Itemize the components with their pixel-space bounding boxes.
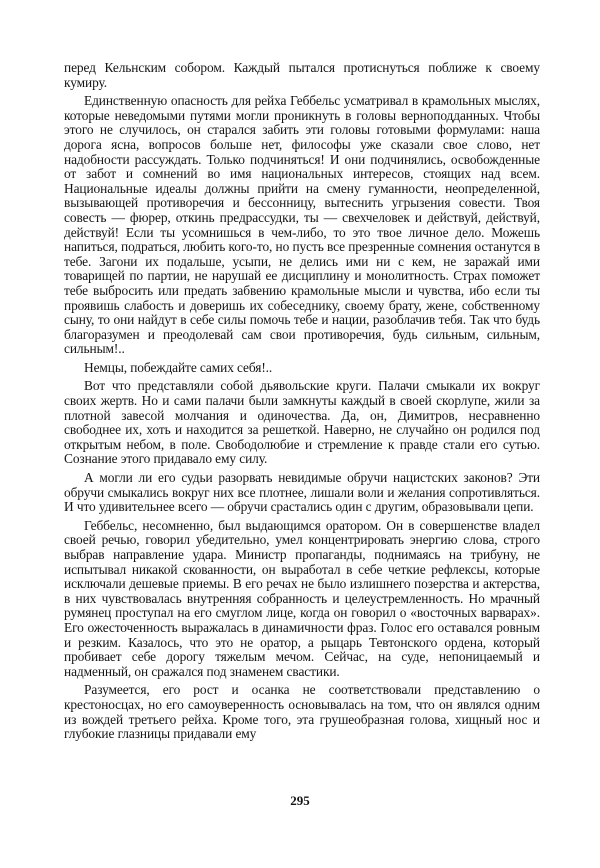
paragraph: Геббельс, несомненно, был выдающимся оратором. Он в совершенстве владел своей речью, говорил убедительно, умел концентрировать энергию слова, строго выбрав направление удара. Министр пропаганды, поднимаясь на трибуну, не испытывал никакой скованности, он выработал в себе четкие рефлексы, которые исключали дешевые приемы. В его речах не было излишнего позерства и актерства, в них чувствовалась внутренняя собранность и целеустремленность. Но мрачный румянец проступал на его смуглом лице, когда он говорил о «восточных варварах». Его ожесточенность выражалась в динамичности фраз. Голос его оставался ровным и резким. Казалось, что это не оратор, а рыцарь Тевтонского ордена, который пробивает себе дорогу тяжелым мечом. Сейчас, на суде, непоницаемый и надменный, он сражался под знаменем свастики.: [64, 517, 540, 679]
paragraph: Единственную опасность для рейха Геббельс усматривал в крамольных мыслях, которые неведомыми путями могли проникнуть в головы верноподданных. Чтобы этого не случилось, он старался забить эти головы готовыми формулами: наша дорога ясна, вопросов больше нет, философы уже сказали свое слово, нет надобности рассуждать. Только подчиняться! И они подчинялись, освобожденные от забот и сомнений во имя национальных интересов, стоящих над всем. Национальные идеалы должны прийти на смену гуманности, неопределенной, вызывающей противоречия и бессонницу, вытеснить угрызения совести. Твоя совесть — фюрер, откинь предрассудки, ты — свехчеловек и действуй, действуй, действуй! Если ты усомнишься в чем-либо, то это твое личное дело. Можешь напиться, подраться, любить кого-то, но пусть все презренные сомнения останутся в тебе. Загони их подальше, усыпи, не делись ими ни с кем, не заражай ими товарищей по партии, не нарушай ее дисциплину и монолитность. Страх поможет тебе выбросить или предать забвению крамольные мысли и чувства, ибо если ты проявишь слабость и доверишь их собеседнику, своему брату, жене, собственному сыну, то они найдут в себе силы помочь тебе и нации, разоблачив тебя. Так что будь благоразумен и преодолевай сам свои противоречия, будь сильным, сильным, сильным!..: [64, 93, 540, 357]
paragraph: Немцы, побеждайте самих себя!..: [84, 359, 273, 375]
paragraph: Разумеется, его рост и осанка не соответствовали представлению о крестоносцах, но его самоуверенность основывалась на том, что он являлся одним из вождей третьего рейха. Кроме того, эта грушеобразная голова, хищный нос и глубокие глазницы придавали ему: [64, 682, 540, 742]
paragraph: Вот что представляли собой дьявольские круги. Палачи смыкали их вокруг своих жертв. Но и сами палачи были замкнуты каждый в своей скорлупе, жили за плотной завесой молчания и одиночества. Да, он, Димитров, несравненно свободнее их, хоть и находится за решеткой. Наверно, не случайно он родился под открытым небом, в поле. Свободолюбие и стремление к правде стали его сутью. Сознание этого придавало ему силу.: [64, 378, 540, 467]
paragraph: А могли ли его судьи разорвать невидимые обручи нацистских законов? Эти обручи смыкались вокруг них все плотнее, лишали воли и желания сопротивляться. И что удивительнее всего — обручи срастались один с другим, образовывали цепи.: [64, 470, 540, 515]
page-number: 295: [290, 793, 310, 808]
body-text: [64, 61, 540, 746]
paragraph: перед Кельнским собором. Каждый пытался протиснуться поближе к своему кумиру.: [64, 60, 540, 90]
